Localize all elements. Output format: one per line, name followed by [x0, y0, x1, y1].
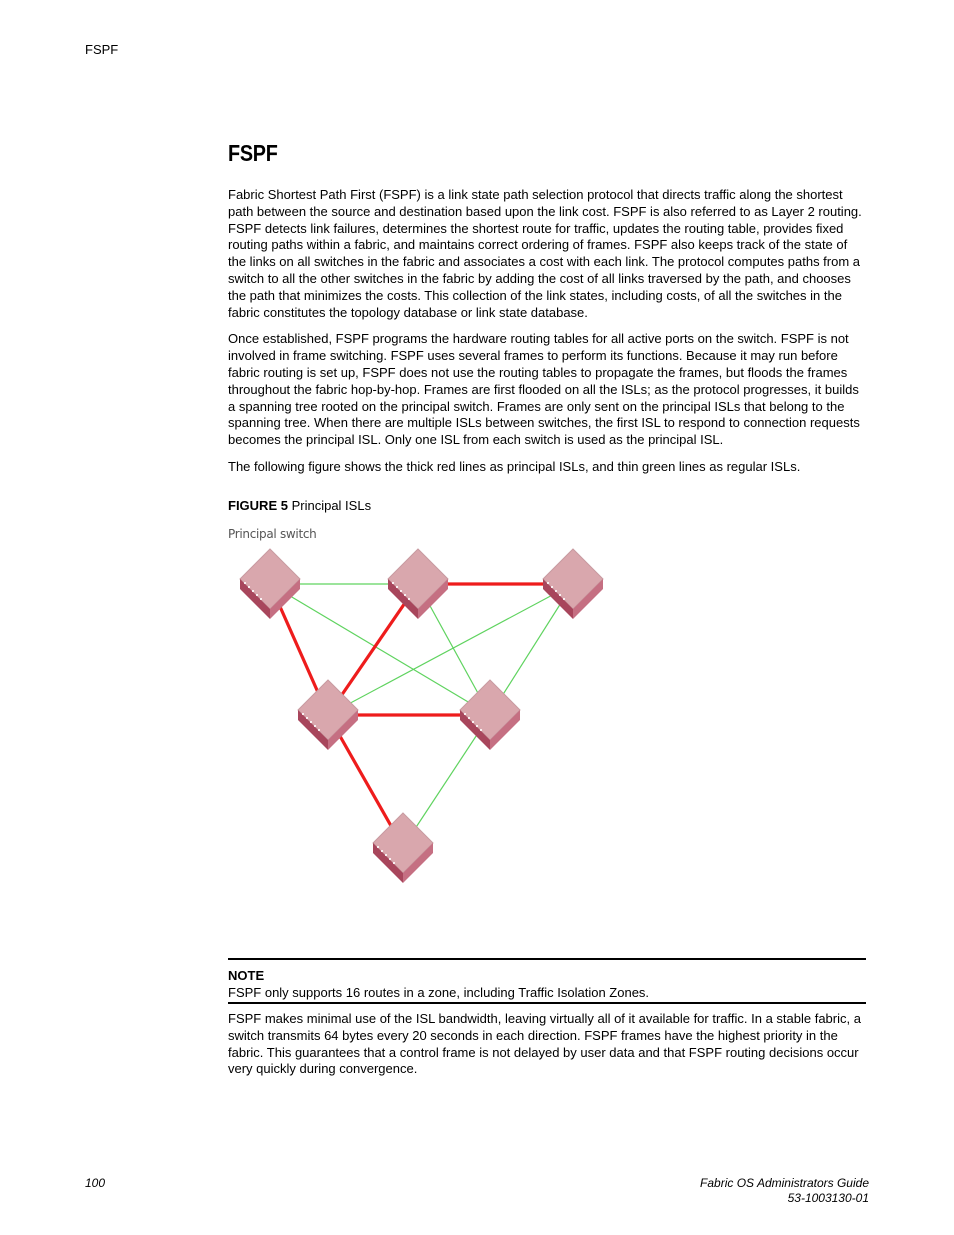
figure-caption [228, 498, 866, 513]
regular-isl-line [270, 584, 490, 715]
topology-diagram [228, 527, 628, 907]
paragraph-established: Once established, FSPF programs the hardware routing tables for all active ports on the switch. FSPF is not involved in frame switching. FSPF uses several frames to perform its functions. Because it may run before fabric routing is set up, FSPF does not use the routing tables to propagate the frames, but floods the frames throughout the fabric hop-by-hop. Frames are first flooded on all the ISLs; as the protocol progresses, it builds a spanning tree rooted on the principal switch. Frames are only sent on the principal ISLs that belong to the spanning tree. When there are multiple ISLs between switches, the first ISL to respond to connection requests becomes the principal ISL. Only one ISL from each switch is used as the principal ISL. [228, 331, 860, 448]
switch-icon [388, 549, 448, 619]
guide-title: Fabric OS Administrators Guide [700, 1176, 869, 1190]
after-note-section [228, 1011, 866, 1088]
note-text: FSPF only supports 16 routes in a zone, including Traffic Isolation Zones. [228, 985, 650, 1000]
note-heading: NOTE [228, 968, 265, 983]
doc-number: 53-1003130-01 [787, 1191, 869, 1205]
principal-isl-figure [228, 527, 628, 907]
figure-number: FIGURE 5 [228, 497, 288, 513]
principal-switch-icon [240, 549, 300, 619]
paragraph-figure-intro: The following figure shows the thick red lines as principal ISLs, and thin green lines as regular ISLs. [228, 458, 801, 474]
paragraph-bandwidth: FSPF makes minimal use of the ISL bandwidth, leaving virtually all of it available for traffic. In a stable fabric, a switch transmits 64 bytes every 20 seconds in each direction. FSPF frames have the highest priority in the fabric. This guarantees that a control frame is not delayed by user data and that FSPF routing decisions occur very quickly during convergence. [228, 1011, 861, 1077]
note-box [228, 958, 866, 1004]
footer-doc-info [700, 1176, 869, 1206]
principal-switch-label: Principal switch [228, 526, 317, 541]
paragraph-intro: Fabric Shortest Path First (FSPF) is a link state path selection protocol that directs traffic along the shortest path between the source and destination based upon the link cost. FSPF is also referred to as Layer 2 routing. FSPF detects link failures, determines the shortest route for traffic, updates the routing table, provides fixed routing paths within a fabric, and maintains correct ordering of frames. FSPF also keeps track of the state of the links on all switches in the fabric and associates a cost with each link. The protocol computes paths from a switch to all the other switches in the fabric by adding the cost of all links traversed by the path, and chooses the path that minimizes the costs. This collection of the link states, including costs, of all the switches in the fabric constitutes the topology database or link state database. [228, 187, 862, 320]
regular-isl-line [328, 584, 573, 715]
main-content [228, 140, 866, 907]
page-number: 100 [85, 1176, 106, 1190]
switch-icon [543, 549, 603, 619]
switch-icon [373, 813, 433, 883]
section-title: FSPF [228, 140, 278, 166]
switch-icon [460, 680, 520, 750]
figure-title: Principal ISLs [291, 497, 372, 513]
running-header: FSPF [85, 42, 119, 57]
switch-icon [298, 680, 358, 750]
